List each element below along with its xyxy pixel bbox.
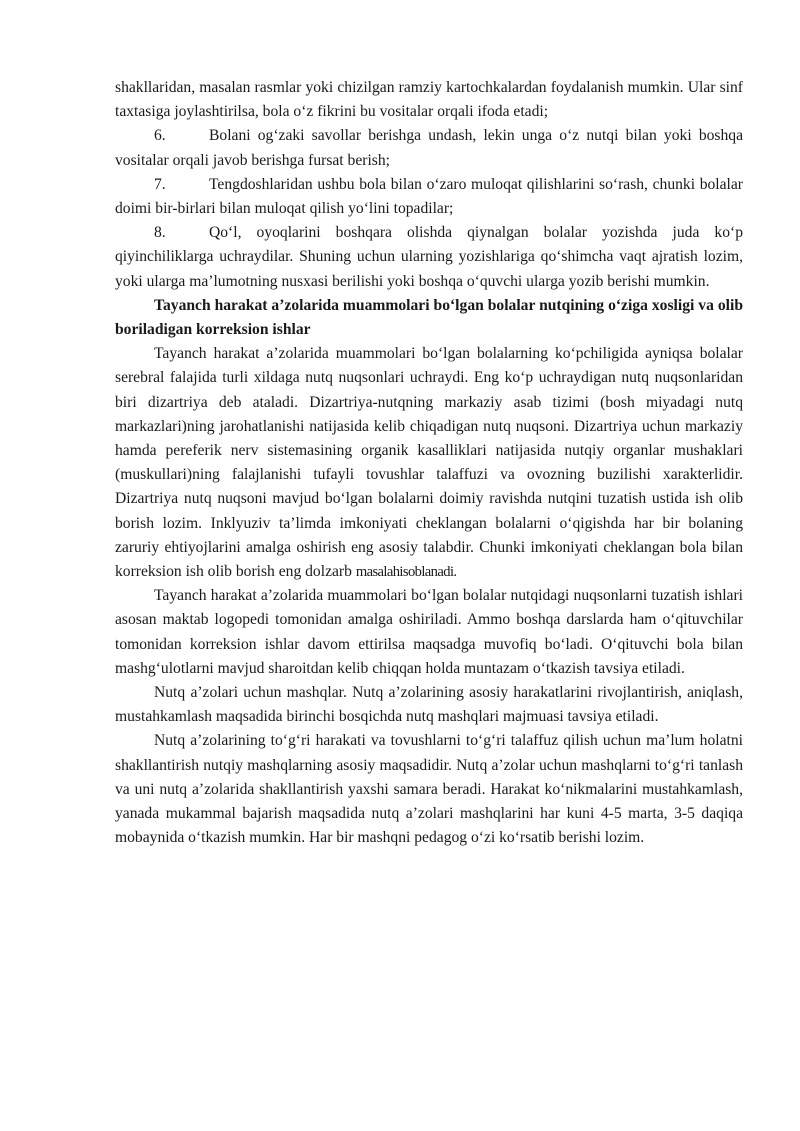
- section-heading: Tayanch harakat a’zolarida muammolari bo‘lgan bolalar nutqining o‘ziga xosligi va olib boriladigan korreksion ishlar: [115, 296, 743, 339]
- list-text-6: Bolani og‘zaki savollar berishga undash, lekin unga o‘z nutqi bilan yoki boshqa vositalar orqali javob berishga fursat berish;: [115, 127, 743, 169]
- document-page: [115, 76, 743, 851]
- paragraph-exercises-intro: Nutq a’zolari uchun mashqlar. Nutq a’zolarining asosiy harakatlarini rivojlantirish, aniqlash, mustahkamlash maqsadida birinchi bosqichda nutq mashqlari majmuasi tavsiya etiladi.: [115, 684, 743, 726]
- list-item-8: [115, 221, 743, 294]
- paragraph-continuation: shakllaridan, masalan rasmlar yoki chizilgan ramziy kartochkalardan foydalanish mumkin. Ular sinf taxtasiga joylashtirilsa, bola o‘z fikrini bu vositalar orqali ifoda etadi;: [115, 79, 743, 121]
- list-number-8: 8.: [154, 224, 166, 242]
- list-text-8: Qo‘l, oyoqlarini boshqara olishda qiynalgan bolalar yozishda juda ko‘p qiyinchiliklarga uchraydilar. Shuning uchun ularning yozishlariga qo‘shimcha vaqt ajratish lozim, yoki ularga ma’lumotning nusxasi berilishi yoki boshqa o‘quvchi ularga yozib berishi mumkin.: [115, 224, 743, 290]
- paragraph-dysarthria-main: Tayanch harakat a’zolarida muammolari bo‘lgan bolalarning ko‘pchiligida ayniqsa bolalar serebral falajida turli xildaga nutq nuqsonlari uchraydi. Eng ko‘p uchraydigan nutq nuqsonlaridan biri dizartriya deb ataladi. Dizartriya-nutqning markaziy asab tizimi (bosh miyadagi nutq markazlari)ning jarohatlanishi natijasida kelib chiqadigan nutq nuqsoni. Dizartriya uchun markaziy hamda pereferik nerv sistemasining organik kasalliklari natijasida nutqiy organlar mushaklari (muskullari)ning falajlanishi tufayli tovushlar talaffuzi va ovozning buzilishi xarakterlidir. Dizartriya nutq nuqsoni mavjud bo‘lgan bolalarni doimiy ravishda nutqini tuzatish ustida ish olib borish lozim. Inklyuziv ta’limda imkoniyati cheklangan bolalarni o‘qigishda har bir bolaning zaruriy ehtiyojlarini amalga oshirish eng asosiy talabdir. Chunki imkoniyati cheklangan bola bilan korreksion ish olib borish eng dolzarb: [115, 345, 743, 581]
- list-text-7: Tengdoshlaridan ushbu bola bilan o‘zaro muloqat qilishlarini so‘rash, chunki bolalar doimi bir-birlari bilan muloqat qilish yo‘lini topadilar;: [115, 175, 743, 218]
- list-number-7: 7.: [154, 175, 166, 193]
- paragraph-exercises-detail: Nutq a’zolarining to‘g‘ri harakati va tovushlarni to‘g‘ri talaffuz qilish uchun ma’lum holatni shakllantirish nutqiy mashqlarning asosiy maqsadidir. Nutq a’zolar uchun mashqlarni to‘g‘ri tanlash va uni nutq a’zolarida shakllantirish yaxshi samara beradi. Harakat ko‘nikmalarini mustahkamlash, yanada mukammal bajarish maqsadida nutq a’zolari mashqlarini har kuni 4-5 marta, 3-5 daqiqa mobaynida o‘tkazish mumkin. Har bir mashqni pedagog o‘zi ko‘rsatib berishi lozim.: [115, 732, 743, 847]
- paragraph-correction: Tayanch harakat a’zolarida muammolari bo‘lgan bolalar nutqidagi nuqsonlarni tuzatish ishlari asosan maktab logopedi tomonidan amalga oshiriladi. Ammo boshqa darslarda ham o‘qituvchilar tomonidan korreksion ishlar davom ettirilsa maqsadga muvofiq bo‘ladi. O‘qituvchi bola bilan mashg‘ulotlarni mavjud sharoitdan kelib chiqqan holda muntazam o‘tkazish tavsiya etiladi.: [115, 587, 743, 677]
- list-number-6: 6.: [154, 127, 166, 145]
- paragraph-dysarthria: [115, 342, 743, 584]
- paragraph-dysarthria-tail: masalahisoblanadi.: [355, 564, 457, 581]
- list-item-6: [115, 124, 743, 172]
- list-item-7: [115, 173, 743, 221]
